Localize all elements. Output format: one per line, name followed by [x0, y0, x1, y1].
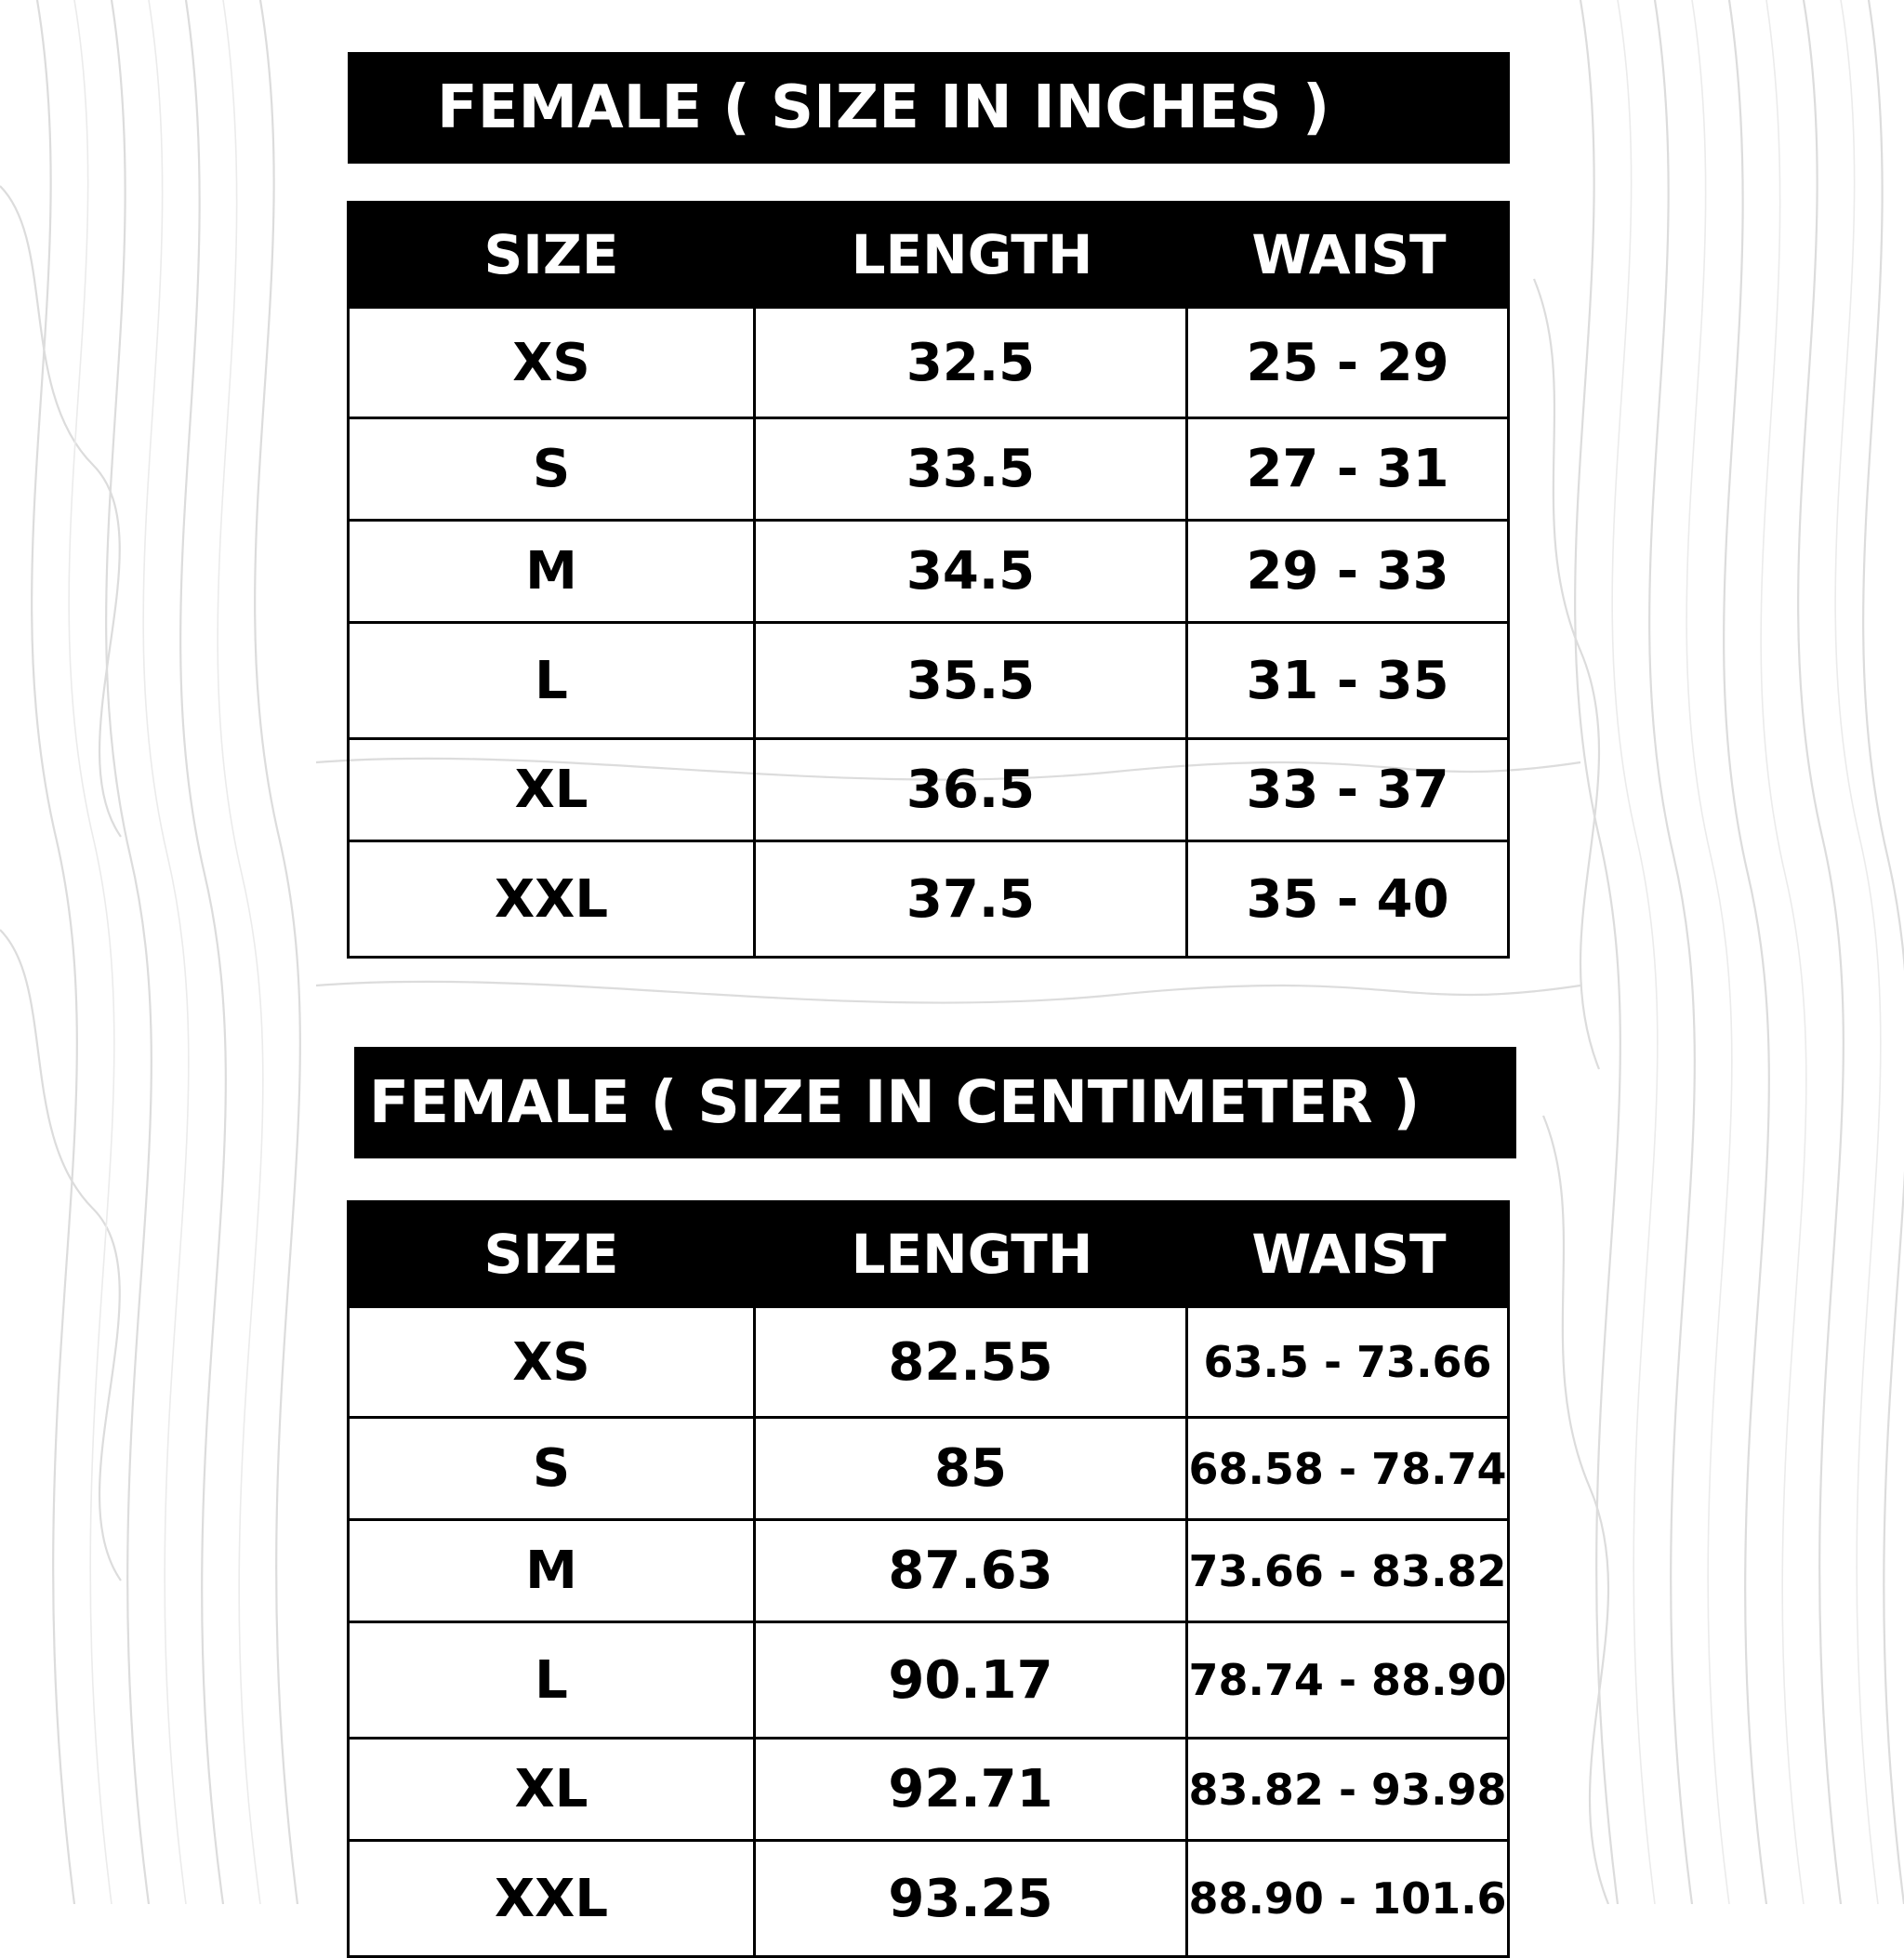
- table-row: [347, 1623, 1510, 1740]
- length-cell: 93.25: [756, 1842, 1188, 1955]
- waist-cell: 73.66 - 83.82: [1188, 1545, 1507, 1596]
- size-cell: XXL: [350, 1842, 756, 1955]
- table-row: [347, 1419, 1510, 1521]
- length-cell: 34.5: [756, 522, 1188, 621]
- size-cell: XXL: [350, 842, 756, 956]
- size-cell: L: [350, 1623, 756, 1737]
- table-row: [347, 309, 1510, 419]
- table-row: [347, 1308, 1510, 1419]
- size-cell: XS: [350, 1308, 756, 1416]
- waist-cell: 88.90 - 101.6: [1188, 1873, 1507, 1924]
- table-row: [347, 1521, 1510, 1623]
- waist-cell: 25 - 29: [1246, 332, 1449, 393]
- length-cell: 92.71: [756, 1740, 1188, 1839]
- size-cell: S: [350, 419, 756, 519]
- waist-cell: 27 - 31: [1246, 439, 1449, 499]
- size-cell: S: [350, 1419, 756, 1518]
- header-size: SIZE: [483, 1223, 619, 1286]
- header-waist: WAIST: [1251, 223, 1447, 286]
- header-size: SIZE: [483, 223, 619, 286]
- size-cell: M: [350, 1521, 756, 1621]
- waist-cell: 68.58 - 78.74: [1188, 1443, 1507, 1494]
- waist-cell: 63.5 - 73.66: [1203, 1337, 1492, 1387]
- waist-cell: 78.74 - 88.90: [1188, 1655, 1507, 1705]
- length-cell: 37.5: [756, 842, 1188, 956]
- size-cell: M: [350, 522, 756, 621]
- table-row: [347, 842, 1510, 959]
- waist-cell: 29 - 33: [1246, 541, 1449, 602]
- waist-cell: 35 - 40: [1246, 868, 1449, 930]
- length-cell: 87.63: [756, 1521, 1188, 1621]
- table-header-row: [347, 1200, 1510, 1308]
- header-waist: WAIST: [1251, 1223, 1447, 1286]
- table-row: [347, 419, 1510, 522]
- inches-size-table: [347, 201, 1510, 959]
- header-length: LENGTH: [851, 1223, 1093, 1286]
- header-length: LENGTH: [851, 223, 1093, 286]
- centimeter-table-title: FEMALE ( SIZE IN CENTIMETER ): [354, 1047, 1516, 1158]
- table-row: [347, 624, 1510, 740]
- inches-table-title: FEMALE ( SIZE IN INCHES ): [348, 52, 1510, 164]
- length-cell: 82.55: [756, 1308, 1188, 1416]
- centimeter-size-table: [347, 1200, 1510, 1958]
- size-cell: XL: [350, 1740, 756, 1839]
- length-cell: 90.17: [756, 1623, 1188, 1737]
- size-cell: L: [350, 624, 756, 737]
- waist-cell: 31 - 35: [1246, 650, 1449, 711]
- table-row: [347, 522, 1510, 624]
- length-cell: 36.5: [756, 740, 1188, 840]
- length-cell: 35.5: [756, 624, 1188, 737]
- length-cell: 33.5: [756, 419, 1188, 519]
- length-cell: 85: [756, 1419, 1188, 1518]
- size-cell: XL: [350, 740, 756, 840]
- table-header-row: [347, 201, 1510, 309]
- table-row: [347, 1740, 1510, 1842]
- waist-cell: 83.82 - 93.98: [1188, 1764, 1507, 1815]
- waist-cell: 33 - 37: [1246, 760, 1449, 820]
- table-row: [347, 1842, 1510, 1958]
- length-cell: 32.5: [756, 309, 1188, 417]
- table-row: [347, 740, 1510, 842]
- size-cell: XS: [350, 309, 756, 417]
